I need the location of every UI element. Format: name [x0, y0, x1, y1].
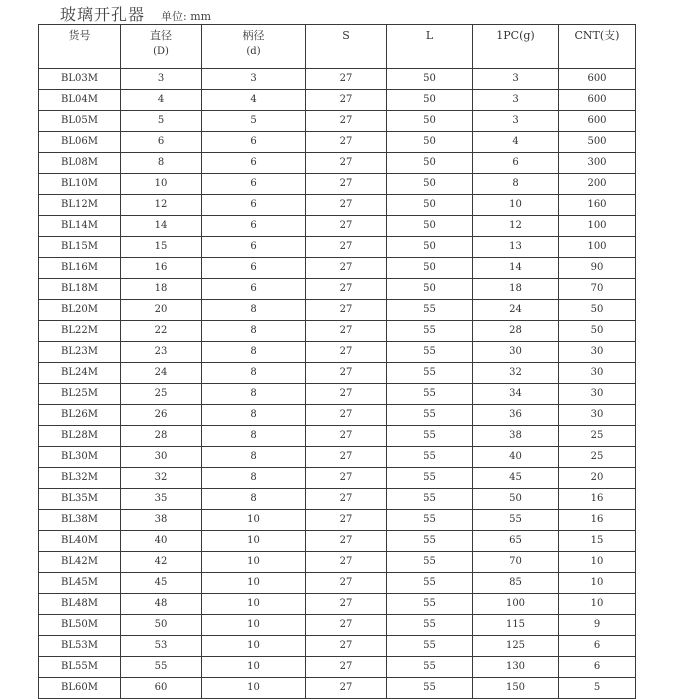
table-cell: 30: [559, 362, 636, 383]
table-cell: 50: [559, 299, 636, 320]
table-row: [39, 467, 636, 488]
table-row: [39, 320, 636, 341]
table-cell: 55: [473, 509, 559, 530]
table-cell: 27: [306, 131, 387, 152]
table-row: [39, 572, 636, 593]
table-cell: 26: [121, 404, 202, 425]
table-cell: 20: [121, 299, 202, 320]
table-cell: 125: [473, 635, 559, 656]
table-cell: 40: [473, 446, 559, 467]
table-cell: 27: [306, 69, 387, 90]
table-cell: 28: [121, 425, 202, 446]
table-cell: 27: [306, 488, 387, 509]
table-cell: 20: [559, 467, 636, 488]
table-row: [39, 551, 636, 572]
table-cell: 3: [473, 110, 559, 131]
table-cell: 55: [387, 614, 473, 635]
table-cell: 160: [559, 194, 636, 215]
table-cell: 27: [306, 551, 387, 572]
table-cell: BL53M: [39, 635, 121, 656]
page-title: 玻璃开孔器: [60, 5, 146, 24]
table-cell: 25: [121, 383, 202, 404]
table-cell: 42: [121, 551, 202, 572]
table-cell: 48: [121, 593, 202, 614]
table-cell: 27: [306, 383, 387, 404]
table-cell: 24: [121, 362, 202, 383]
table-cell: 30: [559, 341, 636, 362]
table-cell: 6: [202, 173, 306, 194]
table-cell: 14: [473, 257, 559, 278]
table-row: [39, 69, 636, 90]
table-cell: 12: [473, 215, 559, 236]
table-cell: 55: [387, 572, 473, 593]
table-cell: 30: [121, 446, 202, 467]
table-cell: 50: [387, 236, 473, 257]
table-cell: BL16M: [39, 257, 121, 278]
table-cell: 6: [121, 131, 202, 152]
table-cell: 55: [387, 488, 473, 509]
table-cell: 10: [202, 551, 306, 572]
table-cell: 27: [306, 404, 387, 425]
table-cell: 6: [473, 152, 559, 173]
table-row: [39, 635, 636, 656]
table-cell: BL28M: [39, 425, 121, 446]
table-cell: 5: [202, 110, 306, 131]
table-cell: 100: [559, 236, 636, 257]
table-cell: 45: [473, 467, 559, 488]
table-header-row: [39, 25, 636, 69]
table-cell: 10: [202, 593, 306, 614]
table-row: [39, 278, 636, 299]
table-cell: BL14M: [39, 215, 121, 236]
unit-label: 单位: mm: [161, 10, 212, 23]
table-cell: 27: [306, 236, 387, 257]
table-cell: 6: [559, 635, 636, 656]
table-cell: 22: [121, 320, 202, 341]
table-cell: 32: [121, 467, 202, 488]
table-row: [39, 656, 636, 677]
table-cell: 10: [559, 593, 636, 614]
table-cell: BL48M: [39, 593, 121, 614]
table-row: [39, 173, 636, 194]
table-cell: 18: [121, 278, 202, 299]
table-cell: 130: [473, 656, 559, 677]
table-cell: 50: [387, 257, 473, 278]
table-cell: 27: [306, 677, 387, 698]
table-cell: 27: [306, 425, 387, 446]
table-cell: 150: [473, 677, 559, 698]
table-cell: BL26M: [39, 404, 121, 425]
table-cell: 70: [473, 551, 559, 572]
table-cell: BL55M: [39, 656, 121, 677]
table-cell: 30: [473, 341, 559, 362]
table-cell: 27: [306, 593, 387, 614]
table-cell: 600: [559, 69, 636, 90]
column-header-label: CNT(支): [574, 29, 620, 42]
table-cell: 24: [473, 299, 559, 320]
table-cell: 60: [121, 677, 202, 698]
table-cell: 50: [387, 194, 473, 215]
table-cell: 300: [559, 152, 636, 173]
table-cell: 10: [121, 173, 202, 194]
table-cell: 55: [387, 404, 473, 425]
table-cell: 8: [202, 488, 306, 509]
table-cell: 55: [387, 530, 473, 551]
table-cell: 18: [473, 278, 559, 299]
table-cell: 8: [202, 467, 306, 488]
table-cell: 100: [559, 215, 636, 236]
table-cell: 55: [387, 635, 473, 656]
table-cell: BL05M: [39, 110, 121, 131]
table-cell: 27: [306, 509, 387, 530]
table-cell: 38: [121, 509, 202, 530]
column-header: [387, 25, 473, 69]
table-cell: 6: [202, 236, 306, 257]
table-cell: 5: [559, 677, 636, 698]
table-cell: 50: [387, 110, 473, 131]
table-cell: 6: [202, 131, 306, 152]
table-cell: 30: [559, 404, 636, 425]
table-row: [39, 593, 636, 614]
table-cell: BL23M: [39, 341, 121, 362]
table-cell: 4: [202, 89, 306, 110]
table-cell: 50: [387, 131, 473, 152]
table-cell: 23: [121, 341, 202, 362]
table-cell: BL18M: [39, 278, 121, 299]
table-cell: 50: [387, 278, 473, 299]
table-cell: 27: [306, 194, 387, 215]
table-cell: 55: [121, 656, 202, 677]
column-header-label: 货号: [68, 29, 91, 42]
table-cell: BL38M: [39, 509, 121, 530]
table-row: [39, 89, 636, 110]
table-cell: BL45M: [39, 572, 121, 593]
table-cell: 10: [202, 635, 306, 656]
table-cell: 27: [306, 299, 387, 320]
table-cell: 53: [121, 635, 202, 656]
column-header-label: S: [342, 29, 350, 42]
column-header-label: L: [425, 29, 434, 42]
table-cell: 55: [387, 593, 473, 614]
table-cell: BL08M: [39, 152, 121, 173]
table-cell: 10: [559, 572, 636, 593]
table-row: [39, 383, 636, 404]
table-cell: 35: [121, 488, 202, 509]
table-cell: 14: [121, 215, 202, 236]
table-cell: BL03M: [39, 69, 121, 90]
page-header: [60, 2, 211, 24]
table-cell: BL20M: [39, 299, 121, 320]
table-row: [39, 236, 636, 257]
table-cell: BL50M: [39, 614, 121, 635]
table-cell: 27: [306, 320, 387, 341]
table-cell: 25: [559, 446, 636, 467]
table-cell: 3: [473, 69, 559, 90]
table-cell: 30: [559, 383, 636, 404]
table-cell: 65: [473, 530, 559, 551]
table-cell: 10: [202, 509, 306, 530]
table-cell: 28: [473, 320, 559, 341]
table-cell: BL30M: [39, 446, 121, 467]
table-cell: 27: [306, 362, 387, 383]
table-cell: 600: [559, 89, 636, 110]
table-cell: 55: [387, 320, 473, 341]
column-header: [121, 25, 202, 69]
table-cell: 55: [387, 509, 473, 530]
table-cell: 6: [202, 152, 306, 173]
table-cell: 55: [387, 656, 473, 677]
table-cell: 50: [387, 173, 473, 194]
table-row: [39, 404, 636, 425]
table-cell: 500: [559, 131, 636, 152]
column-header: [473, 25, 559, 69]
table-cell: 8: [202, 383, 306, 404]
table-cell: 6: [559, 656, 636, 677]
column-header-symbol: (d): [246, 46, 261, 57]
table-cell: 3: [202, 69, 306, 90]
table-cell: 55: [387, 677, 473, 698]
table-cell: 85: [473, 572, 559, 593]
column-header-symbol: (D): [153, 46, 169, 57]
table-cell: BL15M: [39, 236, 121, 257]
table-row: [39, 131, 636, 152]
table-cell: 27: [306, 152, 387, 173]
table-cell: 70: [559, 278, 636, 299]
table-row: [39, 614, 636, 635]
table-cell: 50: [387, 69, 473, 90]
table-row: [39, 446, 636, 467]
table-cell: 8: [202, 362, 306, 383]
table-cell: 15: [121, 236, 202, 257]
table-cell: 55: [387, 341, 473, 362]
table-cell: 8: [121, 152, 202, 173]
table-cell: 38: [473, 425, 559, 446]
table-cell: 34: [473, 383, 559, 404]
table-row: [39, 152, 636, 173]
table-cell: 6: [202, 278, 306, 299]
column-header-label: 直径: [150, 29, 172, 42]
table-cell: 50: [473, 488, 559, 509]
column-header-label: 柄径: [242, 29, 265, 42]
table-cell: 15: [559, 530, 636, 551]
table-cell: 3: [473, 89, 559, 110]
table-cell: 50: [387, 89, 473, 110]
table-cell: 50: [559, 320, 636, 341]
table-cell: 10: [202, 614, 306, 635]
table-cell: 8: [202, 341, 306, 362]
table-cell: 27: [306, 467, 387, 488]
table-cell: 16: [121, 257, 202, 278]
table-cell: BL04M: [39, 89, 121, 110]
table-cell: BL60M: [39, 677, 121, 698]
table-cell: 6: [202, 215, 306, 236]
table-cell: BL22M: [39, 320, 121, 341]
table-cell: 27: [306, 572, 387, 593]
table-cell: 3: [121, 69, 202, 90]
table-cell: BL42M: [39, 551, 121, 572]
table-cell: 16: [559, 488, 636, 509]
table-cell: 36: [473, 404, 559, 425]
spec-table: [38, 24, 636, 699]
table-cell: 55: [387, 299, 473, 320]
table-cell: 27: [306, 215, 387, 236]
table-row: [39, 257, 636, 278]
table-cell: 90: [559, 257, 636, 278]
table-cell: 40: [121, 530, 202, 551]
table-cell: 4: [473, 131, 559, 152]
table-cell: 8: [202, 404, 306, 425]
column-header: [306, 25, 387, 69]
table-cell: 32: [473, 362, 559, 383]
table-cell: 8: [202, 320, 306, 341]
table-cell: 27: [306, 656, 387, 677]
column-header: [39, 25, 121, 69]
table-row: [39, 194, 636, 215]
table-cell: 27: [306, 614, 387, 635]
table-cell: 27: [306, 173, 387, 194]
table-cell: 10: [473, 194, 559, 215]
table-cell: 10: [202, 656, 306, 677]
table-cell: 6: [202, 257, 306, 278]
table-cell: 4: [121, 89, 202, 110]
table-row: [39, 110, 636, 131]
table-cell: BL40M: [39, 530, 121, 551]
table-cell: 10: [202, 677, 306, 698]
table-cell: BL24M: [39, 362, 121, 383]
table-cell: 16: [559, 509, 636, 530]
table-cell: BL32M: [39, 467, 121, 488]
table-cell: 8: [202, 299, 306, 320]
table-cell: 6: [202, 194, 306, 215]
table-row: [39, 509, 636, 530]
table-cell: 9: [559, 614, 636, 635]
table-row: [39, 362, 636, 383]
table-cell: 55: [387, 551, 473, 572]
table-cell: 27: [306, 89, 387, 110]
table-cell: 10: [202, 572, 306, 593]
table-cell: 55: [387, 446, 473, 467]
table-cell: 8: [202, 425, 306, 446]
table-cell: 200: [559, 173, 636, 194]
table-cell: 27: [306, 530, 387, 551]
table-cell: BL25M: [39, 383, 121, 404]
table-row: [39, 425, 636, 446]
column-header: [559, 25, 636, 69]
table-cell: 115: [473, 614, 559, 635]
table-cell: 8: [473, 173, 559, 194]
table-row: [39, 488, 636, 509]
table-cell: 600: [559, 110, 636, 131]
table-row: [39, 215, 636, 236]
table-body: [39, 69, 636, 699]
table-cell: 27: [306, 341, 387, 362]
table-cell: 25: [559, 425, 636, 446]
table-cell: 27: [306, 110, 387, 131]
table-cell: 27: [306, 446, 387, 467]
table-cell: 12: [121, 194, 202, 215]
table-cell: BL06M: [39, 131, 121, 152]
table-cell: 27: [306, 635, 387, 656]
table-cell: 27: [306, 278, 387, 299]
table-cell: 10: [202, 530, 306, 551]
table-cell: 8: [202, 446, 306, 467]
table-cell: 45: [121, 572, 202, 593]
table-row: [39, 341, 636, 362]
table-row: [39, 299, 636, 320]
table-row: [39, 530, 636, 551]
table-cell: 55: [387, 467, 473, 488]
table-cell: BL35M: [39, 488, 121, 509]
table-cell: 50: [387, 152, 473, 173]
table-cell: 5: [121, 110, 202, 131]
table-cell: 50: [121, 614, 202, 635]
table-cell: 50: [387, 215, 473, 236]
table-cell: 13: [473, 236, 559, 257]
table-cell: 55: [387, 383, 473, 404]
table-cell: BL10M: [39, 173, 121, 194]
table-cell: 55: [387, 362, 473, 383]
column-header-label: 1PC(g): [496, 29, 535, 42]
table-cell: 10: [559, 551, 636, 572]
table-cell: 55: [387, 425, 473, 446]
table-cell: BL12M: [39, 194, 121, 215]
table-cell: 100: [473, 593, 559, 614]
table-cell: 27: [306, 257, 387, 278]
column-header: [202, 25, 306, 69]
